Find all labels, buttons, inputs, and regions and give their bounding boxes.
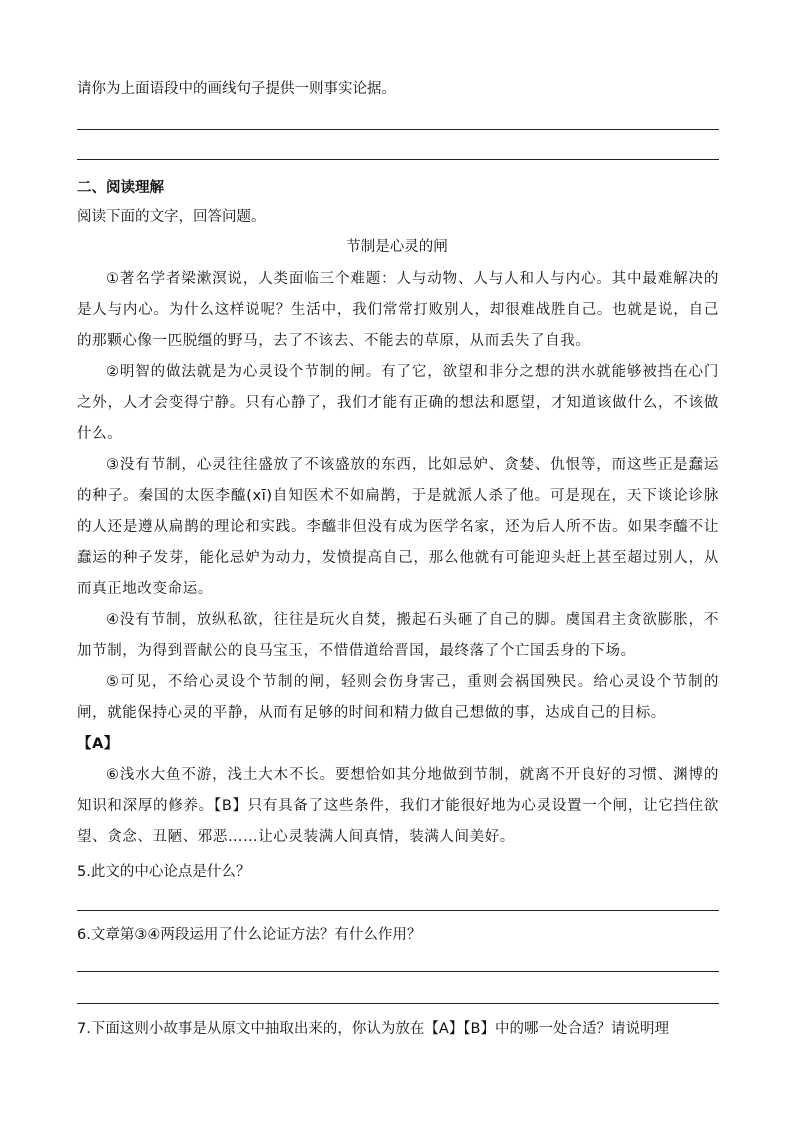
- question-7: 7.下面这则小故事是从原文中抽取出来的，你认为放在【A】【B】中的哪一处合适？请说明理: [77, 1021, 669, 1037]
- reading-instruction: 阅读下面的文字，回答问题。: [77, 209, 266, 225]
- question-5: 5.此文的中心论点是什么？: [77, 864, 251, 880]
- article-body: [77, 264, 719, 853]
- article-title: 节制是心灵的闸: [346, 239, 448, 255]
- article-paragraph-5: ⑤可见，不给心灵设个节制的闸，轻则会伤身害己，重则会祸国殃民。给心灵设个节制的闸，就能保持心灵的平静，从而有足够的时间和精力做自己想做的事，达成自己的目标。: [77, 674, 719, 721]
- article-paragraph-3: ③没有节制，心灵往往盛放了不该盛放的东西，比如忌妒、贪婪、仇恨等，而这些正是蠢运的种子。秦国的太医李醯(xī)自知医术不如扁鹊，于是就派人杀了他。可是现在，天下谈论诊脉的人还是遵从扁鹊的理论和实践。李醯非但没有成为医学名家，还为后人所不齿。如果李醯不让蠢运的种子发芽，能化忌妒为动力，发愤提高自己，那么他就有可能迎头赶上甚至超过别人，从而真正地改变命运。: [77, 457, 719, 597]
- section-heading: 二、阅读理解: [77, 180, 164, 196]
- answer-line: [77, 159, 719, 160]
- article-paragraph-6: ⑥浅水大鱼不游，浅土大木不长。要想恰如其分地做到节制，就离不开良好的习惯、渊博的知识和深厚的修养。【B】只有具备了这些条件，我们才能很好地为心灵设置一个闸，让它挡住欲望、贪念、丑陋、邪恶……让心灵装满人间真情，装满人间美好。: [77, 767, 719, 845]
- article-paragraph-2: ②明智的做法就是为心灵设个节制的闸。有了它，欲望和非分之想的洪水就能够被挡在心门之外，人才会变得宁静。只有心静了，我们才能有正确的想法和愿望，才知道该做什么，不该做什么。: [77, 364, 719, 442]
- answer-line: [77, 1003, 719, 1004]
- question-evidence-prompt: 请你为上面语段中的画线句子提供一则事实论据。: [77, 81, 396, 97]
- insertion-marker-a: 【A】: [77, 736, 120, 752]
- article-paragraph-4: ④没有节制，放纵私欲，往往是玩火自焚，搬起石头砸了自己的脚。虞国君主贪欲膨胀，不加节制，为得到晋献公的良马宝玉，不惜借道给晋国，最终落了个亡国丢身的下场。: [77, 612, 719, 659]
- article-paragraph-1: ①著名学者梁漱溟说，人类面临三个难题：人与动物、人与人和人与内心。其中最难解决的是人与内心。为什么这样说呢？生活中，我们常常打败别人，却很难战胜自己。也就是说，自己的那颗心像一匹脱缰的野马，去了不该去、不能去的草原，从而丢失了自我。: [77, 271, 719, 349]
- question-6: 6.文章第③④两段运用了什么论证方法？有什么作用？: [77, 927, 422, 943]
- answer-line: [77, 971, 719, 972]
- answer-line: [77, 129, 719, 130]
- answer-line: [77, 910, 719, 911]
